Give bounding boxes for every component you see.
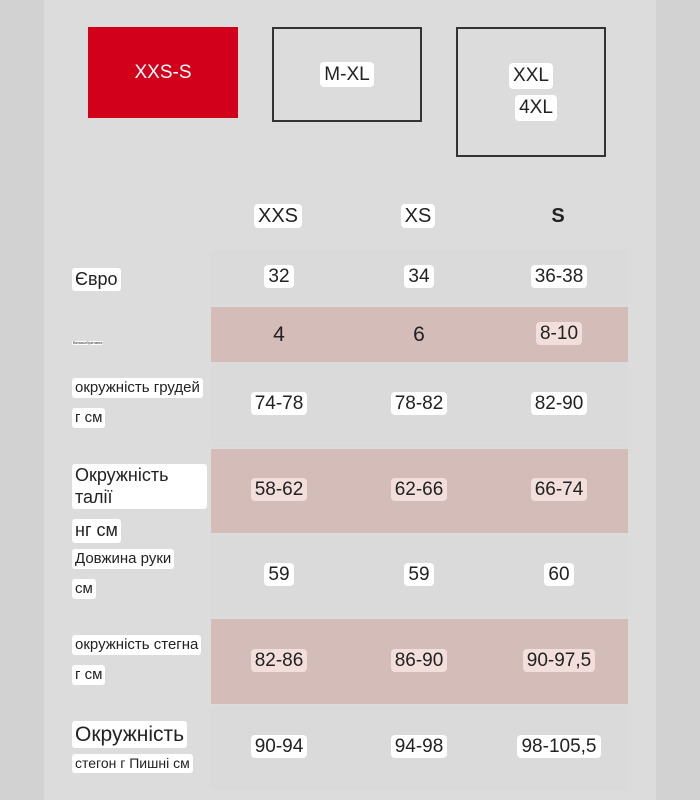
cell-value: 4 bbox=[273, 322, 285, 346]
cell-value: 58-62 bbox=[251, 478, 308, 501]
row-label-line: см bbox=[72, 579, 96, 599]
table-cell bbox=[349, 564, 489, 586]
column-header-xs: XS bbox=[348, 205, 488, 228]
size-tab-label: 4XL bbox=[515, 95, 557, 121]
row-label-line: г см bbox=[72, 408, 105, 428]
row-label-line: Окружність bbox=[72, 721, 187, 748]
cell-value: 82-86 bbox=[251, 649, 308, 672]
column-header-s: S bbox=[551, 205, 565, 227]
table-cell bbox=[349, 736, 489, 758]
row-label bbox=[72, 635, 207, 685]
size-tab-m-xl[interactable] bbox=[272, 27, 422, 122]
table-cell bbox=[349, 479, 489, 501]
row-label bbox=[72, 268, 207, 292]
size-tab-xxs-s[interactable] bbox=[88, 27, 238, 118]
row-label-line: Євро bbox=[72, 268, 121, 292]
table-cell bbox=[489, 479, 629, 501]
table-cell bbox=[489, 393, 629, 415]
row-label-line: окружність стегна bbox=[72, 635, 201, 655]
table-cell bbox=[209, 266, 349, 288]
cell-value: 59 bbox=[404, 563, 433, 586]
table-row bbox=[0, 619, 700, 704]
row-label bbox=[72, 549, 207, 599]
table-cell bbox=[349, 266, 489, 288]
table-row bbox=[0, 449, 700, 541]
size-tab-label: M-XL bbox=[320, 62, 373, 88]
row-label-line: Довжина руки bbox=[72, 549, 174, 569]
table-cell bbox=[209, 650, 349, 672]
table-cell bbox=[489, 650, 629, 672]
table-cell bbox=[349, 393, 489, 415]
table-cell bbox=[489, 266, 629, 288]
row-label-line: Великобританія bbox=[73, 339, 103, 345]
table-cell bbox=[489, 564, 629, 586]
table-cell bbox=[349, 323, 489, 347]
row-label-line: г см bbox=[72, 665, 105, 685]
table-cell bbox=[209, 479, 349, 501]
cell-value: 74-78 bbox=[251, 392, 308, 415]
cell-value: 60 bbox=[544, 563, 573, 586]
row-label-line: Окружність талії bbox=[72, 464, 207, 509]
cell-value: 66-74 bbox=[531, 478, 588, 501]
cell-value: 8-10 bbox=[536, 322, 582, 345]
cell-value: 36-38 bbox=[531, 265, 588, 288]
column-header-xxs: XXS bbox=[208, 205, 348, 228]
table-row bbox=[0, 535, 700, 617]
cell-value: 98-105,5 bbox=[517, 735, 600, 758]
table-cell bbox=[209, 564, 349, 586]
cell-value: 6 bbox=[413, 322, 425, 346]
cell-value: 90-97,5 bbox=[523, 649, 595, 672]
table-row bbox=[0, 307, 700, 362]
size-tab-label: XXS-S bbox=[134, 61, 192, 83]
table-cell bbox=[209, 323, 349, 347]
table-row bbox=[0, 363, 700, 447]
table-row bbox=[0, 706, 700, 790]
row-label bbox=[72, 378, 207, 428]
cell-value: 90-94 bbox=[251, 735, 308, 758]
table-cell bbox=[209, 736, 349, 758]
row-label bbox=[72, 331, 207, 349]
row-label bbox=[72, 721, 207, 773]
table-row bbox=[0, 250, 700, 305]
size-tab-label: XXL bbox=[509, 63, 553, 89]
row-label-line: нг см bbox=[72, 519, 121, 543]
row-label bbox=[72, 464, 207, 543]
cell-value: 82-90 bbox=[531, 392, 588, 415]
table-cell bbox=[209, 393, 349, 415]
size-tab-xxl-4xl[interactable] bbox=[456, 27, 606, 157]
row-label-line: стегон г Пишні см bbox=[72, 754, 193, 773]
table-cell bbox=[489, 736, 629, 758]
row-label-line: окружність грудей bbox=[72, 378, 203, 398]
cell-value: 62-66 bbox=[391, 478, 448, 501]
table-cell bbox=[489, 323, 629, 345]
cell-value: 78-82 bbox=[391, 392, 448, 415]
cell-value: 34 bbox=[404, 265, 433, 288]
cell-value: 94-98 bbox=[391, 735, 448, 758]
table-cell bbox=[349, 650, 489, 672]
cell-value: 59 bbox=[264, 563, 293, 586]
cell-value: 86-90 bbox=[391, 649, 448, 672]
cell-value: 32 bbox=[264, 265, 293, 288]
